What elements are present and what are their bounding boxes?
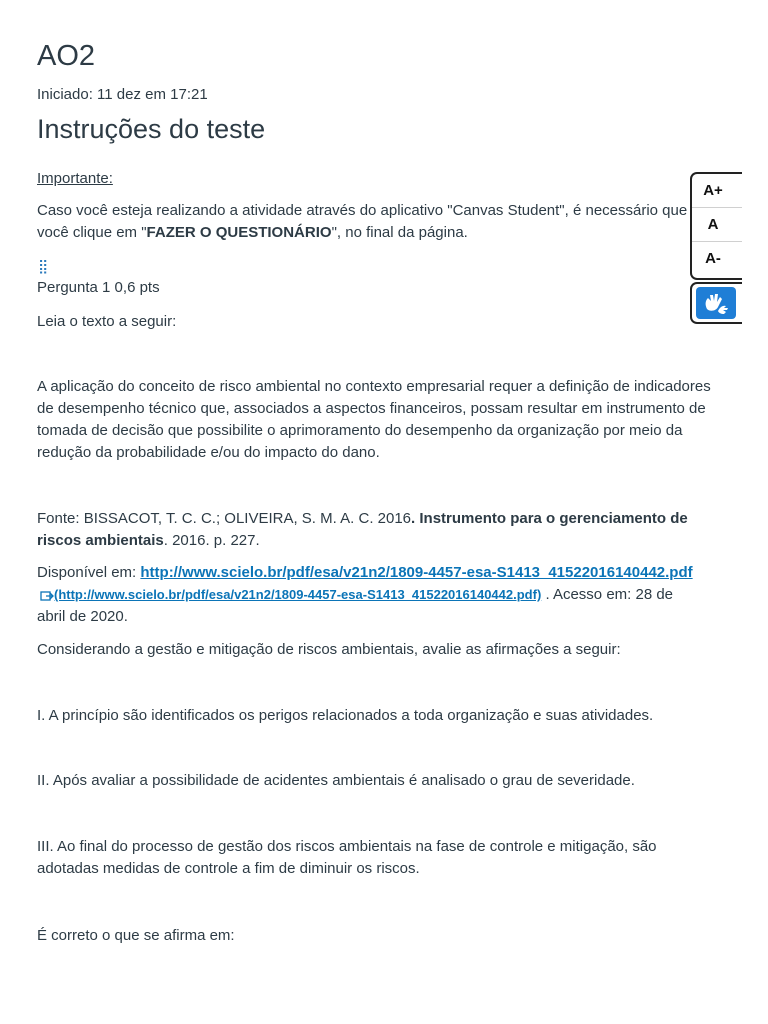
statement-1: I. A princípio são identificados os perigos relacionados a toda organização e suas atividades. [37,707,654,724]
statement-3-line2: adotadas medidas de controle a fim de diminuir os riscos. [37,860,420,877]
correct-prompt: É correto o que se afirma em: [37,927,235,944]
external-link-icon [40,590,54,601]
source-link-external[interactable]: (http://www.scielo.br/pdf/esa/v21n2/1809-4457-esa-S1413_41522016140442.pdf) [54,587,542,602]
source-text: Fonte: BISSACOT, T. C. C.; OLIVEIRA, S. M. A. C. 2016 [37,510,412,527]
instruction-line-2 [37,222,468,244]
source-title-part1: . Instrumento para o gerenciamento de [411,510,688,527]
statement-3-line1: III. Ao final do processo de gestão dos riscos ambientais na fase de controle e mitigação, são [37,838,657,855]
normal-font-button[interactable]: A [692,208,742,242]
instruction-text-pre: você clique em " [37,224,147,241]
question-lead: Leia o texto a seguir: [37,313,177,330]
source-link[interactable]: http://www.scielo.br/pdf/esa/v21n2/1809-4457-esa-S1413_41522016140442.pdf [140,564,693,581]
source-citation [37,508,688,552]
drag-handle-icon[interactable]: ⣿ [38,258,48,274]
started-timestamp: Iniciado: 11 dez em 17:21 [37,86,208,103]
font-size-panel [690,172,742,280]
hand-sign-icon [696,287,736,319]
instruction-text-post: ", no final da página. [331,224,468,241]
paragraph-line: tomada de decisão que possibilite o aprimoramento do desempenho da organização por meio da [37,422,683,439]
paragraph-line: de desempenho técnico que, associados a aspectos financeiros, possam resultar em instrumento de [37,400,706,417]
important-label: Importante: [37,170,113,187]
paragraph-line: A aplicação do conceito de risco ambiental no contexto empresarial requer a definição de indicadores [37,378,711,395]
increase-font-button[interactable]: A+ [692,174,742,208]
available-label: Disponível em: [37,564,141,581]
access-date-text: . Acesso em: 28 de [545,586,674,603]
statement-3 [37,836,657,880]
sign-language-button-bg [696,287,736,319]
decrease-font-button[interactable]: A- [705,250,721,267]
quiz-title: AO2 [37,40,96,72]
instructions-title: Instruções do teste [37,114,266,144]
paragraph-line: redução da probabilidade e/ou do impacto do dano. [37,444,380,461]
question-header: Pergunta 1 0,6 pts [37,279,160,296]
sign-language-button[interactable] [690,282,742,324]
availability-line [37,562,693,628]
source-tail: . 2016. p. 227. [163,532,260,549]
source-title-part2: riscos ambientais [37,532,164,549]
statement-2: II. Após avaliar a possibilidade de acidentes ambientais é analisado o grau de severidade. [37,772,635,789]
consider-text: Considerando a gestão e mitigação de riscos ambientais, avalie as afirmações a seguir: [37,641,621,658]
instruction-emphasis: FAZER O QUESTIONÁRIO [146,224,332,241]
question-paragraph [37,376,711,464]
access-date-line2: abril de 2020. [37,608,128,625]
instruction-line-1: Caso você esteja realizando a atividade através do aplicativo "Canvas Student", é necessário que [37,202,688,219]
